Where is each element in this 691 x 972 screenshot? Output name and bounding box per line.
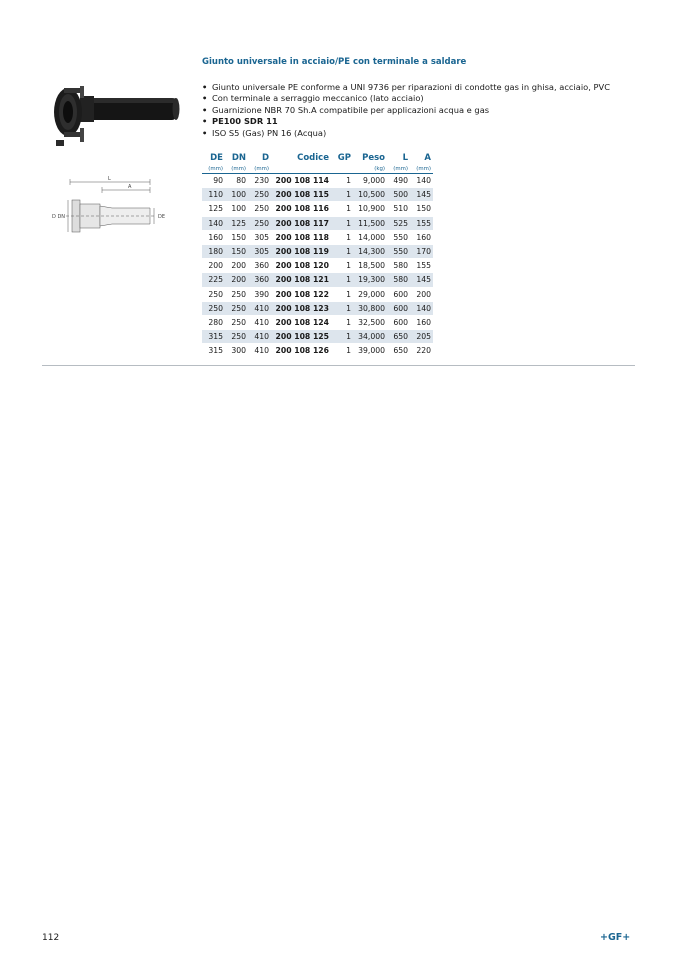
unit-cell: (mm) [208, 165, 223, 172]
cell-dn: 125 [225, 216, 248, 230]
feature-item [202, 82, 610, 93]
cell-gp: 1 [331, 259, 353, 273]
cell-a: 170 [410, 244, 433, 258]
dim-label-A: A [128, 184, 132, 190]
unit-cell: (mm) [416, 165, 431, 172]
cell-d: 410 [248, 301, 271, 315]
cell-d: 360 [248, 273, 271, 287]
col-header-codice: Codice [297, 152, 329, 163]
cell-a: 140 [410, 301, 433, 315]
cell-de: 200 [202, 259, 225, 273]
cell-de: 180 [202, 244, 225, 258]
col-header-a: A [424, 152, 431, 163]
cell-de: 160 [202, 230, 225, 244]
product-title: Giunto universale in acciaio/PE con terminale a saldare [202, 57, 467, 67]
cell-peso: 11,500 [353, 216, 387, 230]
col-header-d: D [261, 152, 269, 163]
unit-cell: (mm) [231, 165, 246, 172]
cell-de: 315 [202, 330, 225, 344]
cell-d: 390 [248, 287, 271, 301]
cell-d: 410 [248, 330, 271, 344]
cell-dn: 200 [225, 259, 248, 273]
cell-codice: 200 108 125 [271, 330, 331, 344]
cell-peso: 10,900 [353, 202, 387, 216]
cell-de: 110 [202, 188, 225, 202]
cell-a: 220 [410, 344, 433, 358]
cell-peso: 19,300 [353, 273, 387, 287]
cell-l: 600 [387, 301, 410, 315]
cell-dn: 250 [225, 330, 248, 344]
unit-cell: (mm) [254, 165, 269, 172]
cell-l: 580 [387, 273, 410, 287]
cell-peso: 34,000 [353, 330, 387, 344]
cell-d: 305 [248, 230, 271, 244]
table-row [202, 301, 433, 315]
table-row [202, 330, 433, 344]
cell-l: 650 [387, 330, 410, 344]
col-header-l: L [402, 152, 408, 163]
cell-codice: 200 108 120 [271, 259, 331, 273]
table-row [202, 287, 433, 301]
bullet: • [202, 127, 208, 138]
cell-gp: 1 [331, 273, 353, 287]
feature-text: Con terminale a serraggio meccanico (lato acciaio) [212, 93, 424, 104]
cell-de: 225 [202, 273, 225, 287]
feature-text: Guarnizione NBR 70 Sh.A compatibile per applicazioni acqua e gas [212, 104, 490, 115]
cell-codice: 200 108 124 [271, 315, 331, 329]
cell-codice: 200 108 121 [271, 273, 331, 287]
cell-l: 600 [387, 287, 410, 301]
feature-text: ISO S5 (Gas) PN 16 (Acqua) [212, 127, 327, 138]
spec-table [202, 151, 433, 358]
cell-l: 490 [387, 174, 410, 188]
table-row [202, 230, 433, 244]
cell-dn: 150 [225, 230, 248, 244]
cell-peso: 14,000 [353, 230, 387, 244]
table-body [202, 174, 433, 358]
cell-codice: 200 108 119 [271, 244, 331, 258]
cell-gp: 1 [331, 188, 353, 202]
cell-de: 140 [202, 216, 225, 230]
cell-gp: 1 [331, 230, 353, 244]
cell-a: 160 [410, 315, 433, 329]
cell-gp: 1 [331, 301, 353, 315]
technical-drawing [52, 174, 174, 248]
table-row [202, 259, 433, 273]
cell-l: 580 [387, 259, 410, 273]
cell-a: 145 [410, 273, 433, 287]
cell-de: 280 [202, 315, 225, 329]
cell-d: 410 [248, 344, 271, 358]
cell-codice: 200 108 122 [271, 287, 331, 301]
table-row [202, 315, 433, 329]
cell-l: 550 [387, 230, 410, 244]
cell-d: 360 [248, 259, 271, 273]
table-row [202, 188, 433, 202]
col-header-dn: DN [231, 152, 246, 163]
bullet: • [202, 116, 208, 127]
cell-codice: 200 108 118 [271, 230, 331, 244]
page-number: 112 [42, 933, 60, 943]
bullet: • [202, 104, 208, 115]
cell-dn: 100 [225, 202, 248, 216]
cell-dn: 250 [225, 315, 248, 329]
cell-gp: 1 [331, 244, 353, 258]
cell-a: 140 [410, 174, 433, 188]
cell-a: 200 [410, 287, 433, 301]
cell-dn: 80 [225, 174, 248, 188]
cell-de: 90 [202, 174, 225, 188]
cell-l: 650 [387, 344, 410, 358]
col-header-peso: Peso [362, 152, 385, 163]
unit-cell: (kg) [374, 165, 385, 172]
feature-item [202, 105, 610, 116]
col-header-de: DE [210, 152, 223, 163]
cell-a: 150 [410, 202, 433, 216]
cell-codice: 200 108 117 [271, 216, 331, 230]
cell-codice: 200 108 116 [271, 202, 331, 216]
cell-gp: 1 [331, 216, 353, 230]
cell-dn: 300 [225, 344, 248, 358]
cell-gp: 1 [331, 202, 353, 216]
table-row [202, 174, 433, 188]
table-row [202, 344, 433, 358]
table-header-row [202, 151, 433, 164]
cell-peso: 30,800 [353, 301, 387, 315]
cell-peso: 14,300 [353, 244, 387, 258]
table-units-row [202, 164, 433, 174]
dim-label-DE: DE [158, 214, 166, 220]
feature-item [202, 128, 610, 139]
feature-list [202, 82, 610, 139]
cell-gp: 1 [331, 330, 353, 344]
cell-gp: 1 [331, 287, 353, 301]
cell-codice: 200 108 115 [271, 188, 331, 202]
cell-codice: 200 108 126 [271, 344, 331, 358]
cell-dn: 150 [225, 244, 248, 258]
unit-cell: (mm) [393, 165, 408, 172]
cell-d: 250 [248, 188, 271, 202]
cell-peso: 10,500 [353, 188, 387, 202]
feature-text: Giunto universale PE conforme a UNI 9736 per riparazioni di condotte gas in ghisa, acciaio, PVC [212, 82, 610, 92]
feature-item [202, 116, 610, 127]
cell-peso: 32,500 [353, 315, 387, 329]
cell-codice: 200 108 114 [271, 174, 331, 188]
cell-dn: 100 [225, 188, 248, 202]
cell-d: 250 [248, 216, 271, 230]
cell-dn: 200 [225, 273, 248, 287]
cell-d: 305 [248, 244, 271, 258]
cell-l: 600 [387, 315, 410, 329]
cell-d: 410 [248, 315, 271, 329]
cell-peso: 9,000 [353, 174, 387, 188]
cell-l: 550 [387, 244, 410, 258]
section-divider [42, 365, 635, 366]
table-row [202, 216, 433, 230]
cell-de: 250 [202, 287, 225, 301]
cell-dn: 250 [225, 287, 248, 301]
cell-a: 155 [410, 216, 433, 230]
cell-a: 155 [410, 259, 433, 273]
cell-l: 510 [387, 202, 410, 216]
cell-l: 525 [387, 216, 410, 230]
cell-gp: 1 [331, 174, 353, 188]
cell-de: 125 [202, 202, 225, 216]
unit-cell [331, 164, 353, 174]
cell-codice: 200 108 123 [271, 301, 331, 315]
bullet: • [202, 82, 208, 92]
feature-text: PE100 SDR 11 [212, 116, 278, 127]
cell-peso: 39,000 [353, 344, 387, 358]
feature-item [202, 93, 610, 104]
unit-cell [271, 164, 331, 174]
cell-d: 230 [248, 174, 271, 188]
gf-logo: +GF+ [600, 932, 631, 943]
table-row [202, 244, 433, 258]
cell-a: 205 [410, 330, 433, 344]
dim-label-D-DN: D DN [52, 214, 66, 220]
cell-a: 145 [410, 188, 433, 202]
product-photo [50, 84, 180, 152]
cell-peso: 18,500 [353, 259, 387, 273]
cell-dn: 250 [225, 301, 248, 315]
cell-d: 250 [248, 202, 271, 216]
cell-peso: 29,000 [353, 287, 387, 301]
table-row [202, 202, 433, 216]
cell-gp: 1 [331, 344, 353, 358]
dim-label-L: L [108, 176, 111, 182]
cell-de: 250 [202, 301, 225, 315]
bullet: • [202, 93, 208, 104]
cell-l: 500 [387, 188, 410, 202]
cell-de: 315 [202, 344, 225, 358]
cell-gp: 1 [331, 315, 353, 329]
cell-a: 160 [410, 230, 433, 244]
col-header-gp: GP [337, 152, 351, 163]
table-row [202, 273, 433, 287]
